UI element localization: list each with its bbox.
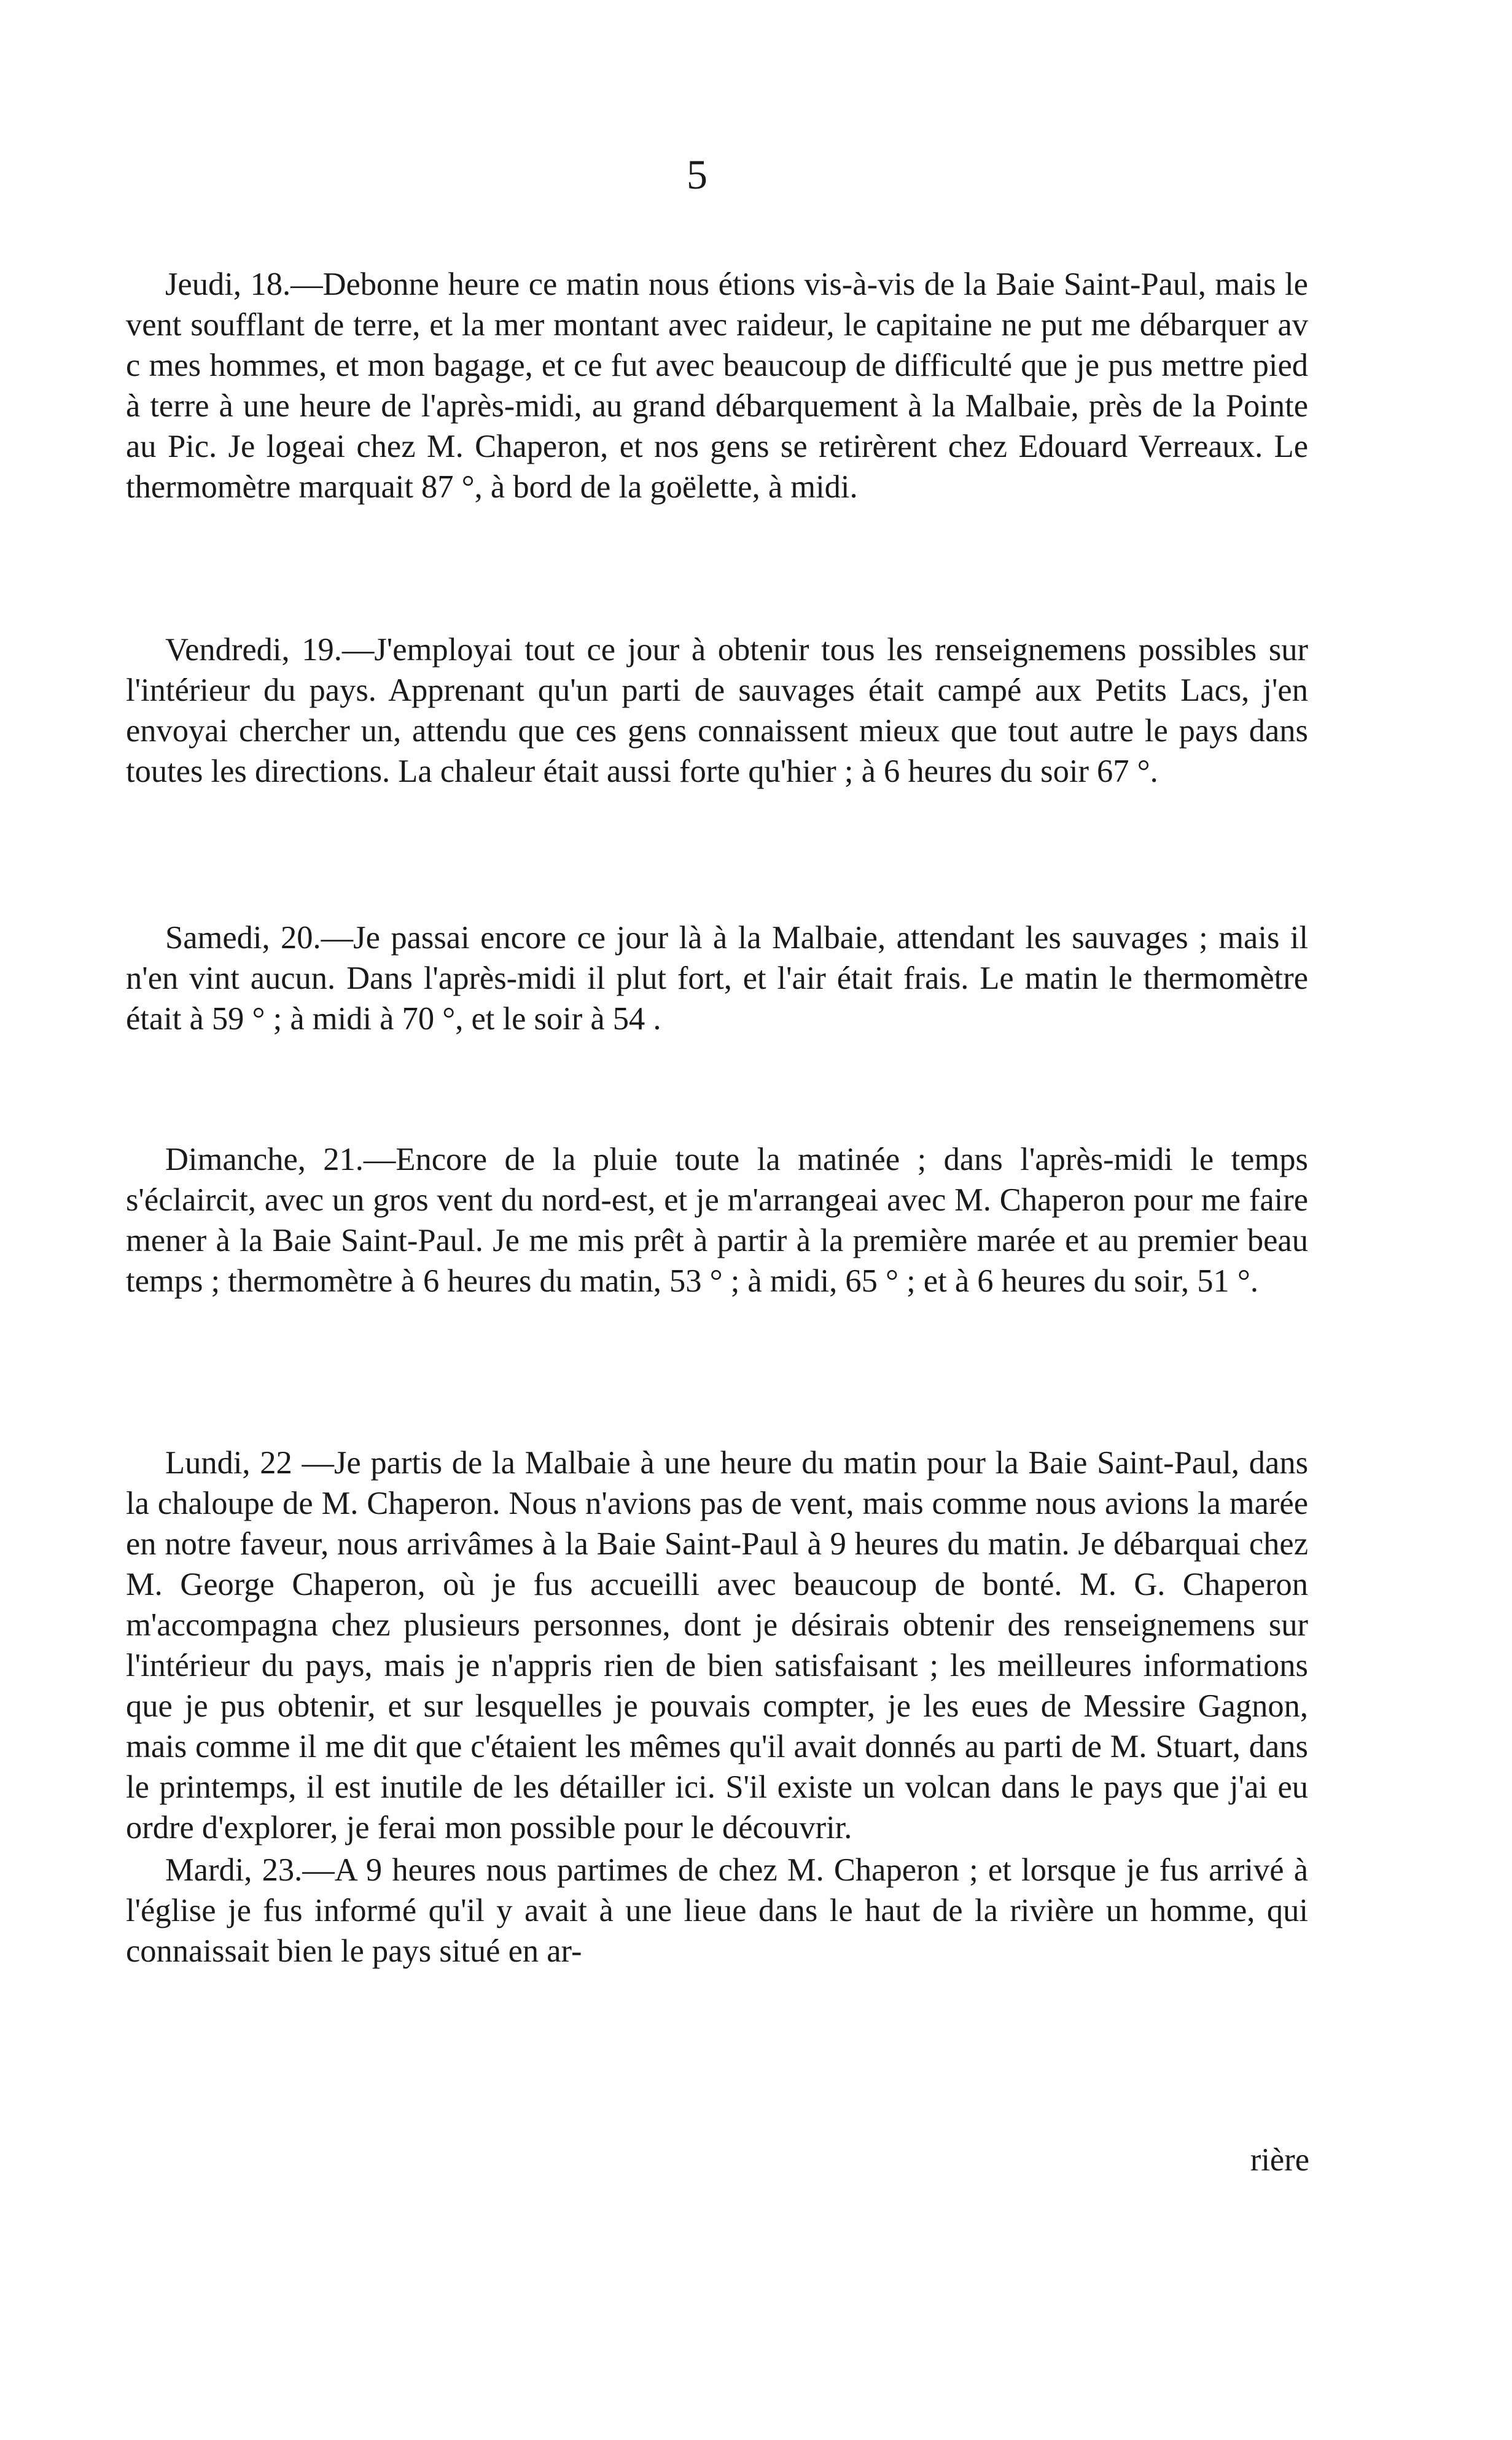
entry-paragraph: Lundi, 22 —Je partis de la Malbaie à une heure du matin pour la Baie Saint-Paul, dans la chaloupe de M. Chaperon. Nous n'avions pas de vent, mais comme nous avions la marée en notre faveur, nous arrivâmes à la Baie Saint-Paul à 9 heures du matin. Je débarquai chez M. George Chaperon, où je fus accueilli avec beaucoup de bonté. M. G. Chaperon m'accompagna chez plusieurs personnes, dont je désirais obtenir des renseignemens sur l'intérieur du pays, mais je n'appris rien de bien satisfaisant ; les meilleures informations que je pus obtenir, et sur lesquelles je pouvais compter, je les eues de Messire Gagnon, mais comme il me dit que c'étaient les mêmes qu'il avait donnés au parti de M. Stuart, dans le printemps, il est inutile de les détailler ici. S'il existe un volcan dans le pays que j'ai eu ordre d'explorer, je ferai mon possible pour le découvrir.: [126, 1445, 1308, 1846]
entry-paragraph: Vendredi, 19.—J'employai tout ce jour à obtenir tous les renseignemens possibles sur l'intérieur du pays. Apprenant qu'un parti de sauvages était campé aux Petits Lacs, j'en envoyai chercher un, attendu que ces gens connaissent mieux que tout autre le pays dans toutes les directions. La chaleur était aussi forte qu'hier ; à 6 heures du soir 67 °.: [126, 632, 1308, 789]
entry-paragraph: Dimanche, 21.—Encore de la pluie toute la matinée ; dans l'après-midi le temps s'éclaircit, avec un gros vent du nord-est, et je m'arrangeai avec M. Chaperon pour me faire mener à la Baie Saint-Paul. Je me mis prêt à partir à la première marée et au premier beau temps ; thermomètre à 6 heures du matin, 53 ° ; à midi, 65 ° ; et à 6 heures du soir, 51 °.: [126, 1142, 1308, 1299]
journal-entry-samedi-20: [126, 918, 1308, 1039]
journal-entry-dimanche-21: [126, 1139, 1308, 1301]
journal-entry-mardi-23: [126, 1850, 1308, 1971]
entry-paragraph: Jeudi, 18.—Debonne heure ce matin nous étions vis-à-vis de la Baie Saint-Paul, mais le vent soufflant de terre, et la mer montant avec raideur, le capitaine ne put me débarquer av c mes hommes, et mon bagage, et ce fut avec beaucoup de difficulté que je pus mettre pied à terre à une heure de l'après-midi, au grand débarquement à la Malbaie, près de la Pointe au Pic. Je logeai chez M. Chaperon, et nos gens se retirèrent chez Edouard Verreaux. Le thermomètre marquait 87 °, à bord de la goëlette, à midi.: [126, 267, 1308, 505]
journal-entry-vendredi-19: [126, 629, 1308, 792]
entry-paragraph: Mardi, 23.—A 9 heures nous partimes de chez M. Chaperon ; et lorsque je fus arrivé à l'église je fus informé qu'il y avait à une lieue dans le haut de la rivière un homme, qui connaissait bien le pays situé en ar-: [126, 1852, 1308, 1969]
page-number: 5: [687, 151, 707, 198]
catchword: rière: [1250, 2142, 1309, 2178]
journal-entry-jeudi-18: [126, 264, 1308, 507]
journal-entry-lundi-22: [126, 1443, 1308, 1848]
entry-paragraph: Samedi, 20.—Je passai encore ce jour là à la Malbaie, attendant les sauvages ; mais il n'en vint aucun. Dans l'après-midi il plut fort, et l'air était frais. Le matin le thermomètre était à 59 ° ; à midi à 70 °, et le soir à 54 .: [126, 920, 1308, 1037]
